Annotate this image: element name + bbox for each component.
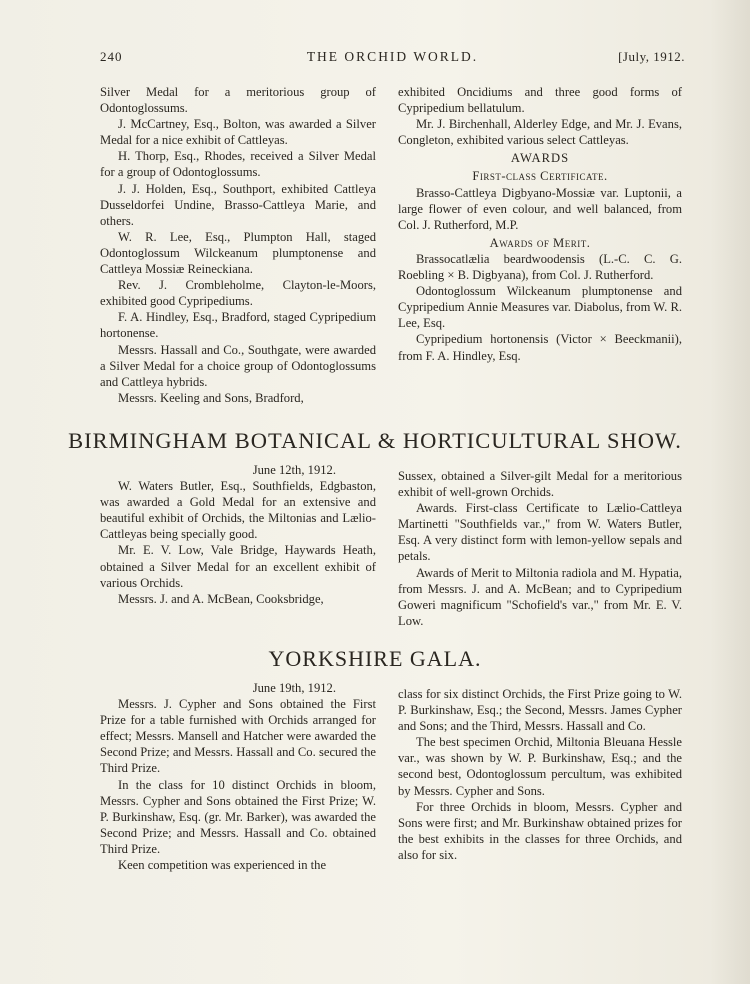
paragraph: Messrs. J. Cypher and Sons obtained the First Prize for a table furnished with Orchids arranged for effect; Messrs. Mansell and Hatcher were awarded the Second Prize; and Messrs. Hassall and Co. secured the Third Prize. (100, 697, 376, 776)
page-edge-shadow (710, 0, 750, 984)
paragraph: J. J. Holden, Esq., Southport, exhibited Cattleya Dusseldorfei Undine, Brasso-Cattleya Marie, and others. (100, 181, 376, 228)
paragraph: Messrs. Keeling and Sons, Bradford, (118, 390, 304, 405)
running-header (100, 47, 685, 67)
section-title: YORKSHIRE GALA. (268, 646, 482, 671)
paragraph: exhibited Oncidiums and three good forms of Cypripedium bellatulum. (398, 85, 682, 116)
paragraph: Sussex, obtained a Silver-gilt Medal for a meritorious exhibit of well-grown Orchids. (398, 469, 682, 500)
section-title: BIRMINGHAM BOTANICAL & HORTICULTURAL SHOW. (68, 428, 682, 453)
paragraph: Cypripedium hortonensis (Victor × Beeckmanii), from F. A. Hindley, Esq. (398, 332, 682, 363)
section1-right-column (398, 84, 682, 364)
paragraph: Brassocatlælia beardwoodensis (L.-C. C. G. Roebling × B. Digbyana), from Col. J. Rutherford. (398, 251, 682, 283)
section3-left-column (100, 680, 376, 873)
paragraph: Mr. J. Birchenhall, Alderley Edge, and Mr. J. Evans, Congleton, exhibited various select Cattleyas. (398, 117, 682, 148)
paragraph: Awards. First-class Certificate to Lælio-Cattleya Martinetti "Southfields var.," from W. Waters Butler, Esq. A very distinct form with lemon-yellow sepals and petals. (398, 501, 682, 564)
paragraph: Odontoglossum Wilckeanum plumptonense and Cypripedium Annie Measures var. Diabolus, from W. R. Lee, Esq. (398, 284, 682, 331)
paragraph: J. McCartney, Esq., Bolton, was awarded a Silver Medal for a nice exhibit of Cattleyas. (100, 117, 376, 148)
merit-heading: Awards of Merit. (489, 235, 591, 250)
paragraph: Keen competition was experienced in the (118, 858, 327, 873)
paragraph: In the class for 10 distinct Orchids in bloom, Messrs. Cypher and Sons obtained the First Prize; W. P. Burkinshaw, Esq. (gr. Mr. Barker), was awarded the Second Prize; and Messrs. Hassall and Co. obtained Third Prize. (100, 777, 376, 856)
event-date: June 12th, 1912. (252, 463, 336, 477)
section1-left-column (100, 84, 376, 406)
paragraph: W. Waters Butler, Esq., Southfields, Edgbaston, was awarded a Gold Medal for an extensive and beautiful exhibit of Orchids, the Miltonias and Lælio-Cattleyas being specially good. (100, 479, 376, 542)
paragraph: Rev. J. Crombleholme, Clayton-le-Moors, exhibited good Cypripediums. (100, 278, 376, 309)
section3-right-column (398, 686, 682, 863)
section2-left-column (100, 462, 376, 607)
paragraph: Messrs. Hassall and Co., Southgate, were awarded a Silver Medal for a choice group of Odontoglossums and Cattleya hybrids. (100, 342, 376, 389)
paragraph: W. R. Lee, Esq., Plumpton Hall, staged Odontoglossum Wilckeanum plumptonense and Cattleya Mossiæ Reineckiana. (100, 229, 376, 277)
section2-right-column (398, 468, 682, 629)
paragraph: The best specimen Orchid, Miltonia Bleuana Hessle var., was shown by W. P. Burkinshaw, Esq.; and the second best, Odontoglossum percultum, was exhibited by Messrs. Cypher and Sons. (398, 735, 682, 798)
paragraph: Awards of Merit to Miltonia radiola and M. Hypatia, from Messrs. J. and A. McBean; and to Cypripedium Goweri magnificum "Schofield's var.," from Mr. E. V. Low. (398, 565, 682, 628)
event-date: June 19th, 1912. (252, 681, 336, 695)
awards-heading: AWARDS (510, 151, 570, 166)
paragraph: class for six distinct Orchids, the First Prize going to W. P. Burkinshaw, Esq.; the Second, Messrs. James Cypher and Sons; and the Third, Messrs. Hassall and Co. (398, 687, 682, 734)
paragraph: Mr. E. V. Low, Vale Bridge, Haywards Heath, obtained a Silver Medal for an excellent exhibit of various Orchids. (100, 543, 376, 590)
paragraph: Silver Medal for a meritorious group of Odontoglossums. (100, 85, 376, 116)
issue-date: [July, 1912. (618, 49, 685, 64)
paragraph: H. Thorp, Esq., Rhodes, received a Silver Medal for a group of Odontoglossums. (100, 149, 376, 180)
paragraph: For three Orchids in bloom, Messrs. Cypher and Sons were first; and Mr. Burkinshaw obtained prizes for the best exhibits in the classes for three Orchids, and also for six. (398, 799, 682, 862)
first-class-heading: First-class Certificate. (472, 169, 608, 184)
paragraph: Brasso-Cattleya Digbyano-Mossiæ var. Luptonii, a large flower of even colour, and well balanced, from Col. J. Rutherford, M.P. (398, 185, 682, 232)
journal-title: THE ORCHID WORLD. (306, 49, 479, 64)
paragraph: Messrs. J. and A. McBean, Cooksbridge, (118, 591, 324, 606)
page-number: 240 (100, 49, 123, 64)
paragraph: F. A. Hindley, Esq., Bradford, staged Cypripedium hortonense. (100, 310, 376, 341)
